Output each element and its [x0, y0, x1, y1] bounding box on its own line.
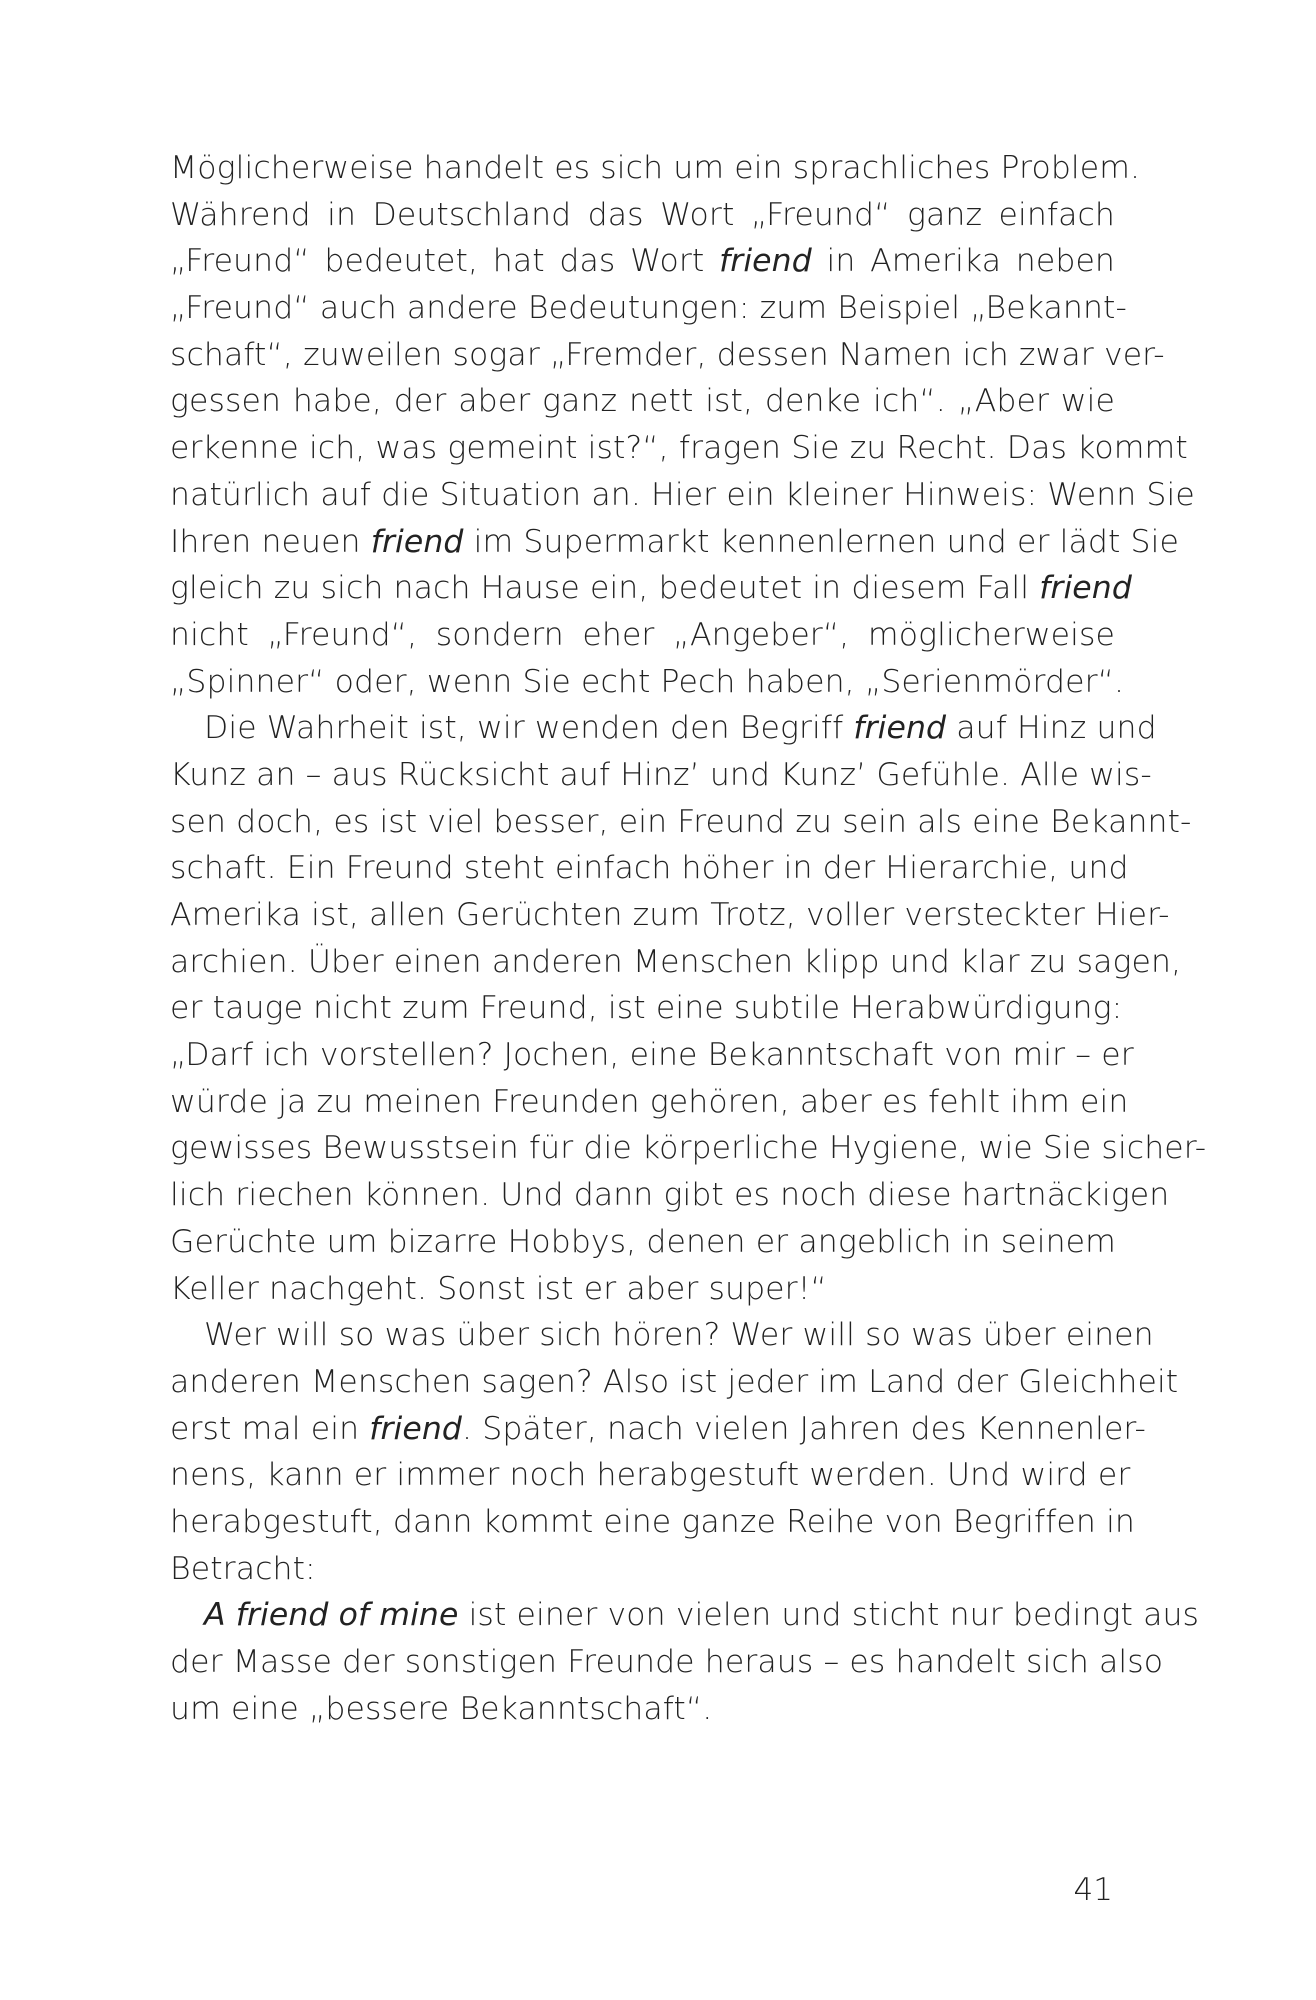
text-segment: Während in Deutschland das Wort „Freund“ ganz einfach — [170, 196, 1115, 233]
text-line — [170, 238, 1115, 285]
text-line — [170, 1546, 1115, 1593]
text-segment: archien. Über einen anderen Menschen klipp und klar zu sagen, — [170, 943, 1182, 980]
text-line — [170, 1079, 1129, 1126]
page-number: 41 — [1073, 1872, 1113, 1908]
text-line — [170, 425, 1188, 472]
text-line — [170, 472, 1195, 519]
text-segment: um eine „bessere Bekanntschaft“. — [170, 1690, 713, 1727]
italic-text-segment: friend — [719, 243, 812, 280]
italic-text-segment: friend — [369, 1410, 463, 1447]
text-segment: schaft“, zuweilen sogar „Fremder, dessen Namen ich zwar ver- — [170, 336, 1165, 373]
text-segment: ist einer von vielen und sticht nur bedingt aus — [458, 1597, 1200, 1634]
text-segment: „Spinner“ oder, wenn Sie echt Pech haben, „Serienmörder“. — [170, 663, 1125, 700]
italic-text-segment: friend — [853, 710, 947, 747]
text-segment: Kunz an – aus Rücksicht auf Hinz’ und Kunz’ Gefühle. Alle wis- — [170, 756, 1152, 793]
text-line — [170, 1639, 1164, 1686]
text-segment: sen doch, es ist viel besser, ein Freund zu sein als eine Bekannt- — [170, 803, 1192, 840]
text-segment: Betracht: — [170, 1550, 316, 1587]
text-segment: „Darf ich vorstellen? Jochen, eine Bekanntschaft von mir – er — [170, 1037, 1134, 1074]
text-line — [170, 752, 1152, 799]
text-line — [170, 1266, 1115, 1313]
text-segment: im Supermarkt kennenlernen und er lädt Sie — [463, 523, 1179, 560]
italic-text-segment: A friend of mine — [204, 1597, 459, 1634]
text-line — [170, 659, 1125, 706]
text-line — [170, 612, 1115, 659]
text-line — [170, 145, 1141, 192]
text-line — [170, 1359, 1179, 1406]
text-segment: „Freund“ bedeutet, hat das Wort — [170, 243, 720, 280]
text-line — [170, 332, 1165, 379]
text-line — [170, 1219, 1115, 1266]
text-line — [170, 985, 1123, 1032]
text-line — [170, 939, 1182, 986]
text-line — [170, 285, 1127, 332]
italic-text-segment: friend — [1039, 570, 1132, 607]
text-line — [170, 1686, 1115, 1733]
text-segment: anderen Menschen sagen? Also ist jeder im Land der Gleichheit — [170, 1363, 1179, 1400]
text-line — [170, 378, 1115, 425]
text-line — [170, 799, 1192, 846]
text-line — [170, 1452, 1131, 1499]
text-segment: Die Wahrheit ist, wir wenden den Begriff — [204, 710, 854, 747]
text-segment: schaft. Ein Freund steht einfach höher in der Hierarchie, und — [170, 850, 1129, 887]
text-segment: gleich zu sich nach Hause ein, bedeutet in diesem Fall — [170, 570, 1040, 607]
text-segment: gewisses Bewusstsein für die körperliche Hygiene, wie Sie sicher- — [170, 1130, 1207, 1167]
text-segment: Möglicherweise handelt es sich um ein sprachliches Problem. — [170, 150, 1141, 186]
text-segment: der Masse der sonstigen Freunde heraus – es handelt sich also — [170, 1644, 1164, 1680]
text-line — [170, 192, 1115, 239]
text-segment: erkenne ich, was gemeint ist?“, fragen Sie zu Recht. Das kommt — [170, 430, 1188, 467]
text-segment: auf Hinz und — [946, 710, 1157, 747]
text-line — [170, 1032, 1134, 1079]
text-line — [170, 1125, 1207, 1172]
text-line — [170, 705, 1157, 752]
text-segment: Keller nachgeht. Sonst ist er aber super!“ — [170, 1270, 827, 1307]
text-line — [170, 1406, 1146, 1453]
text-segment: er tauge nicht zum Freund, ist eine subtile Herabwürdigung: — [170, 990, 1123, 1027]
text-line — [170, 519, 1179, 566]
text-line — [170, 1592, 1200, 1639]
text-line — [170, 565, 1132, 612]
text-segment: . Später, nach vielen Jahren des Kennenler- — [462, 1410, 1146, 1447]
text-segment: lich riechen können. Und dann gibt es noch diese hartnäckigen — [170, 1177, 1170, 1214]
text-segment: nens, kann er immer noch herabgestuft werden. Und wird er — [170, 1457, 1131, 1494]
text-segment: Gerüchte um bizarre Hobbys, denen er angeblich in seinem — [170, 1223, 1116, 1260]
text-line — [170, 1499, 1135, 1546]
text-segment: Wer will so was über sich hören? Wer will so was über einen — [204, 1317, 1154, 1354]
text-segment: würde ja zu meinen Freunden gehören, aber es fehlt ihm ein — [170, 1083, 1129, 1120]
text-line — [170, 1312, 1154, 1359]
text-line — [170, 845, 1129, 892]
text-segment: Ihren neuen — [170, 523, 371, 560]
text-line — [170, 1172, 1170, 1219]
italic-text-segment: friend — [370, 523, 464, 560]
text-segment: nicht „Freund“, sondern eher „Angeber“, möglicherweise — [170, 616, 1115, 653]
text-segment: natürlich auf die Situation an. Hier ein kleiner Hinweis: Wenn Sie — [170, 476, 1195, 513]
text-segment: gessen habe, der aber ganz nett ist, denke ich“. „Aber wie — [170, 383, 1115, 420]
text-segment: erst mal ein — [170, 1410, 370, 1447]
text-segment: herabgestuft, dann kommt eine ganze Reihe von Begriffen in — [170, 1503, 1135, 1540]
body-text — [170, 145, 1207, 1732]
text-segment: in Amerika neben — [811, 243, 1115, 280]
text-line — [170, 892, 1170, 939]
text-segment: „Freund“ auch andere Bedeutungen: zum Beispiel „Bekannt- — [170, 290, 1127, 327]
text-segment: Amerika ist, allen Gerüchten zum Trotz, voller versteckter Hier- — [170, 897, 1170, 933]
